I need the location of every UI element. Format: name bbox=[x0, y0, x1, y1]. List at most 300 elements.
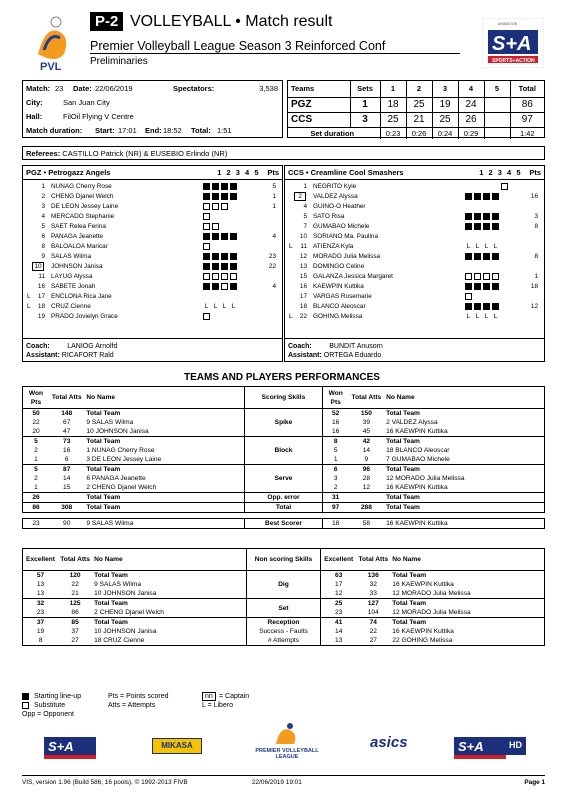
set-duration: 0:26 bbox=[406, 127, 432, 139]
substitute-mark bbox=[221, 283, 228, 290]
stat-value: 20 bbox=[23, 427, 50, 437]
match-label: Match: bbox=[26, 84, 51, 93]
set-participation bbox=[465, 193, 501, 201]
stat-player: 10 JOHNSON Janisa bbox=[84, 427, 244, 437]
stat-player: 16 KAEWPIN Kuttika bbox=[384, 483, 544, 493]
assistant-name: RICAFORT Rald bbox=[61, 352, 114, 359]
starter-mark bbox=[465, 283, 472, 290]
stat-value: 2 bbox=[322, 483, 349, 493]
starter-mark bbox=[221, 263, 228, 270]
stat-value: 13 bbox=[321, 636, 357, 646]
legend-pts: Pts = Points scored bbox=[108, 693, 169, 700]
stat-attempts: 27 bbox=[58, 636, 92, 646]
header-row bbox=[23, 387, 545, 409]
set-participation bbox=[203, 243, 212, 251]
player-number: 6 bbox=[41, 233, 45, 240]
assistant-name: ORTEGA Eduardo bbox=[323, 352, 382, 359]
stat-attempts: 45 bbox=[349, 427, 384, 437]
stat-player: 16 KAEWPIN Kuttika bbox=[390, 580, 544, 589]
score-row-ccs bbox=[288, 112, 544, 127]
roster-team-title: CCS • Creamline Cool Smashers bbox=[288, 168, 404, 177]
stat-player: Total Team bbox=[92, 571, 246, 581]
stat-value: 13 bbox=[23, 580, 59, 589]
player-number: 16 bbox=[299, 283, 307, 290]
player-row bbox=[285, 192, 544, 202]
set-duration-row bbox=[288, 127, 544, 139]
svg-text:S+A: S+A bbox=[48, 739, 74, 754]
skill-subtitle: # Attempts bbox=[267, 637, 300, 644]
coach-box bbox=[285, 338, 544, 360]
starter-mark bbox=[230, 193, 237, 200]
stat-attempts: 150 bbox=[349, 409, 384, 419]
player-points: 1 bbox=[534, 273, 538, 280]
stat-attempts: 32 bbox=[369, 581, 377, 588]
stat-attempts: 127 bbox=[356, 599, 390, 609]
col-header: No Name bbox=[384, 387, 544, 409]
stat-attempts: 86 bbox=[58, 608, 92, 618]
player-points: 4 bbox=[272, 233, 276, 240]
starter-mark bbox=[465, 223, 472, 230]
match-number: 23 bbox=[55, 84, 64, 93]
start-label: Start: bbox=[95, 126, 115, 135]
set-score: 25 bbox=[380, 112, 406, 127]
stat-player: Total Team bbox=[390, 599, 544, 609]
roster-header bbox=[23, 166, 282, 180]
stat-value: 41 bbox=[321, 618, 357, 628]
player-number: 10 bbox=[299, 233, 307, 240]
player-name: SATO Risa bbox=[313, 213, 345, 220]
player-row bbox=[285, 202, 544, 212]
player-number: 5 bbox=[41, 223, 45, 230]
stat-value: 32 bbox=[23, 599, 59, 609]
stat-attempts: 39 bbox=[362, 419, 371, 426]
player-row bbox=[23, 202, 282, 212]
stat-player: Total Team bbox=[390, 618, 544, 628]
player-row bbox=[285, 252, 544, 262]
pvl-logo bbox=[30, 14, 80, 74]
player-number: 18 bbox=[37, 303, 45, 310]
player-points: 8 bbox=[534, 223, 538, 230]
set-participation bbox=[465, 303, 501, 311]
stat-value: 22 bbox=[23, 418, 50, 427]
assistant-label: Assistant: bbox=[288, 352, 322, 359]
svg-text:SPORTS+ACTION: SPORTS+ACTION bbox=[492, 58, 535, 64]
legend-libero: L = Libero bbox=[202, 702, 234, 709]
stat-player: 16 KAEWPIN Kuttika bbox=[390, 627, 544, 636]
col-total: Total bbox=[510, 81, 544, 97]
starter-mark bbox=[230, 263, 237, 270]
stat-value: 31 bbox=[322, 493, 349, 503]
report-code: P-2 bbox=[90, 12, 123, 31]
col-header: Scoring Skills bbox=[245, 387, 322, 409]
stat-attempts: 87 bbox=[49, 465, 84, 475]
set-score: 24 bbox=[458, 97, 484, 112]
stat-attempts: 58 bbox=[349, 519, 384, 529]
stat-value: 3 bbox=[322, 474, 349, 483]
substitute-mark bbox=[465, 273, 472, 280]
set-participation bbox=[465, 253, 501, 261]
stat-value: 97 bbox=[322, 503, 349, 513]
substitute-mark bbox=[203, 273, 210, 280]
stat-value: 12 bbox=[321, 589, 357, 599]
col-header: No Name bbox=[390, 549, 544, 571]
stat-player: 12 MORADO Julia Melissa bbox=[390, 589, 544, 599]
set-participation bbox=[203, 203, 230, 211]
skill-name: Block bbox=[274, 447, 293, 454]
set-participation bbox=[465, 273, 501, 281]
mikasa-logo: MIKASA bbox=[152, 738, 202, 754]
starter-mark bbox=[483, 283, 490, 290]
starter-mark bbox=[474, 303, 481, 310]
roster-team-title: PGZ • Petrogazz Angels bbox=[26, 168, 111, 177]
set-participation bbox=[465, 313, 501, 321]
stat-value: 16 bbox=[322, 418, 349, 427]
skill-name: Set bbox=[278, 604, 289, 612]
starter-mark bbox=[492, 283, 499, 290]
stat-value: 17 bbox=[321, 580, 357, 589]
stat-attempts: 67 bbox=[63, 419, 71, 426]
starter-mark bbox=[465, 303, 472, 310]
stat-attempts: 14 bbox=[63, 475, 71, 482]
sports-action-logo-small bbox=[44, 734, 96, 760]
stat-value: 25 bbox=[321, 599, 357, 609]
stat-player: Total Team bbox=[92, 618, 246, 628]
substitute-mark bbox=[212, 273, 219, 280]
substitute-mark bbox=[212, 223, 219, 230]
stat-value: 13 bbox=[23, 589, 59, 599]
stat-player: 2 VALDEZ Alyssa bbox=[384, 418, 544, 427]
sets-won: 3 bbox=[350, 112, 380, 127]
team-total-row bbox=[23, 571, 545, 581]
stat-attempts: 21 bbox=[58, 589, 92, 599]
col-header: Won Pts bbox=[23, 387, 50, 409]
set-participation bbox=[203, 313, 212, 321]
roster-pgz bbox=[22, 165, 283, 362]
start-time: 17:01 bbox=[118, 126, 137, 135]
stat-player: 12 MORADO Julia Melissa bbox=[390, 608, 544, 618]
player-row bbox=[285, 222, 544, 232]
stat-player: 9 SALAS Wilma bbox=[84, 519, 244, 529]
stat-player: Total Team bbox=[84, 503, 244, 513]
grand-total-row bbox=[23, 503, 545, 513]
player-row bbox=[285, 312, 544, 322]
starter-mark bbox=[212, 263, 219, 270]
player-row bbox=[23, 242, 282, 252]
roster-rows bbox=[285, 182, 544, 322]
score-row-pgz bbox=[288, 97, 544, 112]
end-time: 18:52 bbox=[163, 126, 182, 135]
pvl-league-logo: PREMIER VOLLEYBALL LEAGUE bbox=[252, 722, 322, 770]
player-points: 22 bbox=[268, 263, 276, 270]
starter-mark bbox=[230, 233, 237, 240]
stat-value: 2 bbox=[23, 474, 50, 483]
legend-starting: Starting line-up bbox=[34, 693, 82, 700]
stat-player: 10 JOHNSON Janisa bbox=[92, 589, 246, 599]
col-header: Non scoring Skills bbox=[246, 549, 320, 571]
libero-mark: L bbox=[475, 243, 480, 250]
team-code: PGZ bbox=[288, 97, 350, 112]
stat-attempts: 90 bbox=[49, 519, 84, 529]
player-number: 4 bbox=[303, 203, 307, 210]
set-participation bbox=[501, 183, 510, 191]
stat-value: 6 bbox=[322, 465, 349, 475]
skill-label bbox=[245, 465, 322, 493]
player-row bbox=[285, 262, 544, 272]
team-total-row bbox=[23, 437, 545, 447]
skill-subtitle: Success - Faults bbox=[259, 628, 308, 635]
team-total-row bbox=[23, 618, 545, 628]
starter-mark bbox=[212, 183, 219, 190]
stat-attempts: 120 bbox=[58, 571, 92, 581]
player-row bbox=[23, 192, 282, 202]
team-code: CCS bbox=[288, 112, 350, 127]
total-time: 1:51 bbox=[217, 126, 232, 135]
stat-player: Total Team bbox=[84, 409, 244, 419]
player-name: SORIANO Ma. Paulina bbox=[313, 233, 378, 240]
legend-captain: = Captain bbox=[219, 693, 250, 700]
player-row bbox=[285, 292, 544, 302]
legend bbox=[22, 692, 322, 719]
coach-box bbox=[23, 338, 282, 360]
end-label: End: bbox=[145, 126, 162, 135]
substitute-mark bbox=[203, 223, 210, 230]
sports-action-logo bbox=[482, 18, 544, 68]
col-set2: 2 bbox=[406, 81, 432, 97]
player-number: 18 bbox=[299, 303, 307, 310]
stat-attempts bbox=[349, 493, 384, 503]
city-label: City: bbox=[26, 98, 43, 107]
libero-mark: L bbox=[231, 303, 236, 310]
player-points: 5 bbox=[272, 183, 276, 190]
stat-value: 57 bbox=[23, 571, 59, 581]
starter-mark bbox=[212, 193, 219, 200]
roster-rows bbox=[23, 182, 282, 322]
player-row bbox=[285, 282, 544, 292]
set-duration: 0:24 bbox=[432, 127, 458, 139]
set-participation bbox=[203, 183, 239, 191]
starter-mark bbox=[230, 183, 237, 190]
player-name: VALDEZ Alyssa bbox=[313, 193, 358, 200]
sports-action-hd-logo: S+A HD bbox=[454, 734, 526, 760]
player-points: 4 bbox=[272, 283, 276, 290]
col-sets: Sets bbox=[350, 81, 380, 97]
stat-value: 23 bbox=[23, 608, 59, 618]
player-name: NEGRITO Kyle bbox=[313, 183, 357, 190]
starter-mark bbox=[221, 253, 228, 260]
libero-mark: L bbox=[204, 303, 209, 310]
set-participation bbox=[465, 223, 501, 231]
player-name: JOHNSON Janisa bbox=[51, 263, 103, 270]
player-number: 9 bbox=[41, 253, 45, 260]
set-participation bbox=[203, 223, 221, 231]
set-participation bbox=[465, 283, 501, 291]
stat-value: 50 bbox=[23, 409, 50, 419]
player-points: 1 bbox=[272, 193, 276, 200]
stat-value: 63 bbox=[321, 571, 357, 581]
starter-mark bbox=[474, 223, 481, 230]
col-set5: 5 bbox=[484, 81, 510, 97]
stat-player: Total Team bbox=[384, 465, 544, 475]
set-participation bbox=[203, 283, 239, 291]
col-header: Excellent bbox=[321, 549, 357, 571]
starter-mark bbox=[230, 283, 237, 290]
stat-attempts: 27 bbox=[356, 636, 390, 646]
stat-player: Total Team bbox=[384, 493, 544, 503]
stat-player: Total Team bbox=[84, 437, 244, 447]
stat-player: 16 KAEWPIN Kuttika bbox=[384, 427, 544, 437]
stat-player: 18 BLANCO Aleoscar bbox=[384, 446, 544, 455]
starter-mark bbox=[474, 283, 481, 290]
set-duration: 0:29 bbox=[458, 127, 484, 139]
player-name: LAYUG Alyssa bbox=[51, 273, 93, 280]
player-row bbox=[23, 312, 282, 322]
skill-label: Best Scorer bbox=[245, 519, 322, 529]
skill-name: Reception bbox=[267, 619, 300, 626]
stat-value: 86 bbox=[23, 503, 50, 513]
set-score: 19 bbox=[432, 97, 458, 112]
stat-player: Total Team bbox=[384, 437, 544, 447]
set-participation bbox=[465, 293, 474, 301]
player-name: SABETE Jonah bbox=[51, 283, 96, 290]
stat-value: 8 bbox=[23, 636, 59, 646]
skill-name: Dig bbox=[278, 581, 289, 588]
substitute-mark bbox=[465, 293, 472, 300]
player-name: SAET Relea Ferina bbox=[51, 223, 106, 230]
skill-label bbox=[245, 409, 322, 437]
stat-player: Total Team bbox=[84, 465, 244, 475]
captain-number: 10 bbox=[32, 262, 44, 271]
roster-pts-header: Pts bbox=[529, 168, 541, 177]
skill-label bbox=[246, 599, 320, 618]
set-score: 18 bbox=[380, 97, 406, 112]
player-name: MORADO Julia Melissa bbox=[313, 253, 381, 260]
set-participation bbox=[465, 243, 501, 251]
starter-mark bbox=[221, 183, 228, 190]
player-number: 19 bbox=[37, 313, 45, 320]
stat-value: 5 bbox=[23, 465, 50, 475]
player-number: 17 bbox=[37, 293, 45, 300]
nonscoring-skills-table bbox=[22, 548, 545, 646]
legend-captain-box: nn bbox=[202, 692, 216, 701]
player-row bbox=[285, 212, 544, 222]
player-row bbox=[23, 292, 282, 302]
team-total-row bbox=[23, 599, 545, 609]
total-points: 97 bbox=[510, 112, 544, 127]
date-label: Date: bbox=[73, 84, 92, 93]
stat-attempts: 15 bbox=[49, 483, 84, 493]
stat-attempts: 16 bbox=[63, 447, 71, 454]
set-score: 25 bbox=[406, 97, 432, 112]
player-name: PANAGA Jeanette bbox=[51, 233, 104, 240]
stat-player: 2 CHENG Djanel Welch bbox=[84, 483, 244, 493]
col-set1: 1 bbox=[380, 81, 406, 97]
player-row bbox=[23, 282, 282, 292]
starter-mark bbox=[492, 193, 499, 200]
legend-opp: Opp = Opponent bbox=[22, 711, 74, 718]
col-header: Total Atts bbox=[49, 387, 84, 409]
stat-attempts: 12 bbox=[349, 483, 384, 493]
libero-mark: L bbox=[466, 313, 471, 320]
stat-attempts: 104 bbox=[356, 608, 390, 618]
player-name: BALOALOA Maricar bbox=[51, 243, 108, 250]
stat-attempts: 37 bbox=[71, 628, 79, 635]
player-name: GOHING Melissa bbox=[313, 313, 363, 320]
player-points: 23 bbox=[268, 253, 276, 260]
starter-mark bbox=[230, 253, 237, 260]
col-header: No Name bbox=[84, 387, 244, 409]
starter-mark bbox=[221, 193, 228, 200]
stat-player: Total Team bbox=[84, 493, 244, 503]
stat-value: 23 bbox=[321, 608, 357, 618]
stat-value: 1 bbox=[23, 455, 50, 465]
substitute-mark bbox=[203, 203, 210, 210]
stat-player: 3 DE LEON Jessey Laine bbox=[84, 455, 244, 465]
coach-label: Coach: bbox=[26, 343, 50, 350]
set-participation bbox=[203, 303, 239, 311]
player-row bbox=[285, 302, 544, 312]
stat-attempts: 47 bbox=[49, 427, 84, 437]
stat-value: 52 bbox=[322, 409, 349, 419]
total-label: Total: bbox=[191, 126, 211, 135]
starter-mark bbox=[203, 193, 210, 200]
stat-value: 26 bbox=[23, 493, 50, 503]
starter-mark bbox=[492, 253, 499, 260]
stat-player: Total Team bbox=[384, 409, 544, 419]
referees-box bbox=[22, 146, 545, 160]
player-row bbox=[285, 232, 544, 242]
starter-mark bbox=[221, 233, 228, 240]
legend-atts: Atts = Attempts bbox=[108, 702, 156, 709]
roster-sets-header: 1 2 3 4 5 bbox=[217, 168, 260, 177]
svg-text:S+A: S+A bbox=[458, 739, 484, 754]
skill-label: Total bbox=[245, 503, 322, 513]
player-number: 12 bbox=[299, 253, 307, 260]
starter-mark bbox=[483, 213, 490, 220]
substitute-mark bbox=[212, 203, 219, 210]
asics-logo: asics bbox=[370, 734, 408, 751]
col-header: Total Atts bbox=[356, 549, 390, 571]
referees-names: CASTILLO Patrick (NR) & EUSEBIO Erlindo (NR) bbox=[62, 149, 228, 158]
set-duration bbox=[484, 127, 510, 139]
set-participation bbox=[203, 253, 239, 261]
starter-mark bbox=[465, 253, 472, 260]
stat-attempts: 33 bbox=[356, 589, 390, 599]
substitute-mark bbox=[203, 213, 210, 220]
player-number: 8 bbox=[41, 243, 45, 250]
set-duration-label: Set duration bbox=[288, 127, 380, 139]
substitute-mark bbox=[501, 183, 508, 190]
set-participation bbox=[465, 213, 501, 221]
captain-number: 2 bbox=[294, 192, 306, 201]
player-number: 17 bbox=[299, 293, 307, 300]
substitute-mark bbox=[230, 273, 237, 280]
stat-player: 22 GOHING Melissa bbox=[390, 636, 544, 646]
starter-mark bbox=[474, 193, 481, 200]
player-row bbox=[285, 182, 544, 192]
player-number: 1 bbox=[41, 183, 45, 190]
col-header: Excellent bbox=[23, 549, 59, 571]
assistant-label: Assistant: bbox=[26, 352, 60, 359]
roster-ccs bbox=[284, 165, 545, 362]
player-row bbox=[23, 212, 282, 222]
stat-value: 1 bbox=[322, 455, 349, 465]
duration-label: Match duration: bbox=[26, 126, 83, 135]
starter-mark bbox=[212, 253, 219, 260]
player-name: GALANZA Jessica Margaret bbox=[313, 273, 393, 280]
player-number: 4 bbox=[41, 213, 45, 220]
player-name: NUNAG Cherry Rose bbox=[51, 183, 112, 190]
hall-label: Hall: bbox=[26, 112, 43, 121]
